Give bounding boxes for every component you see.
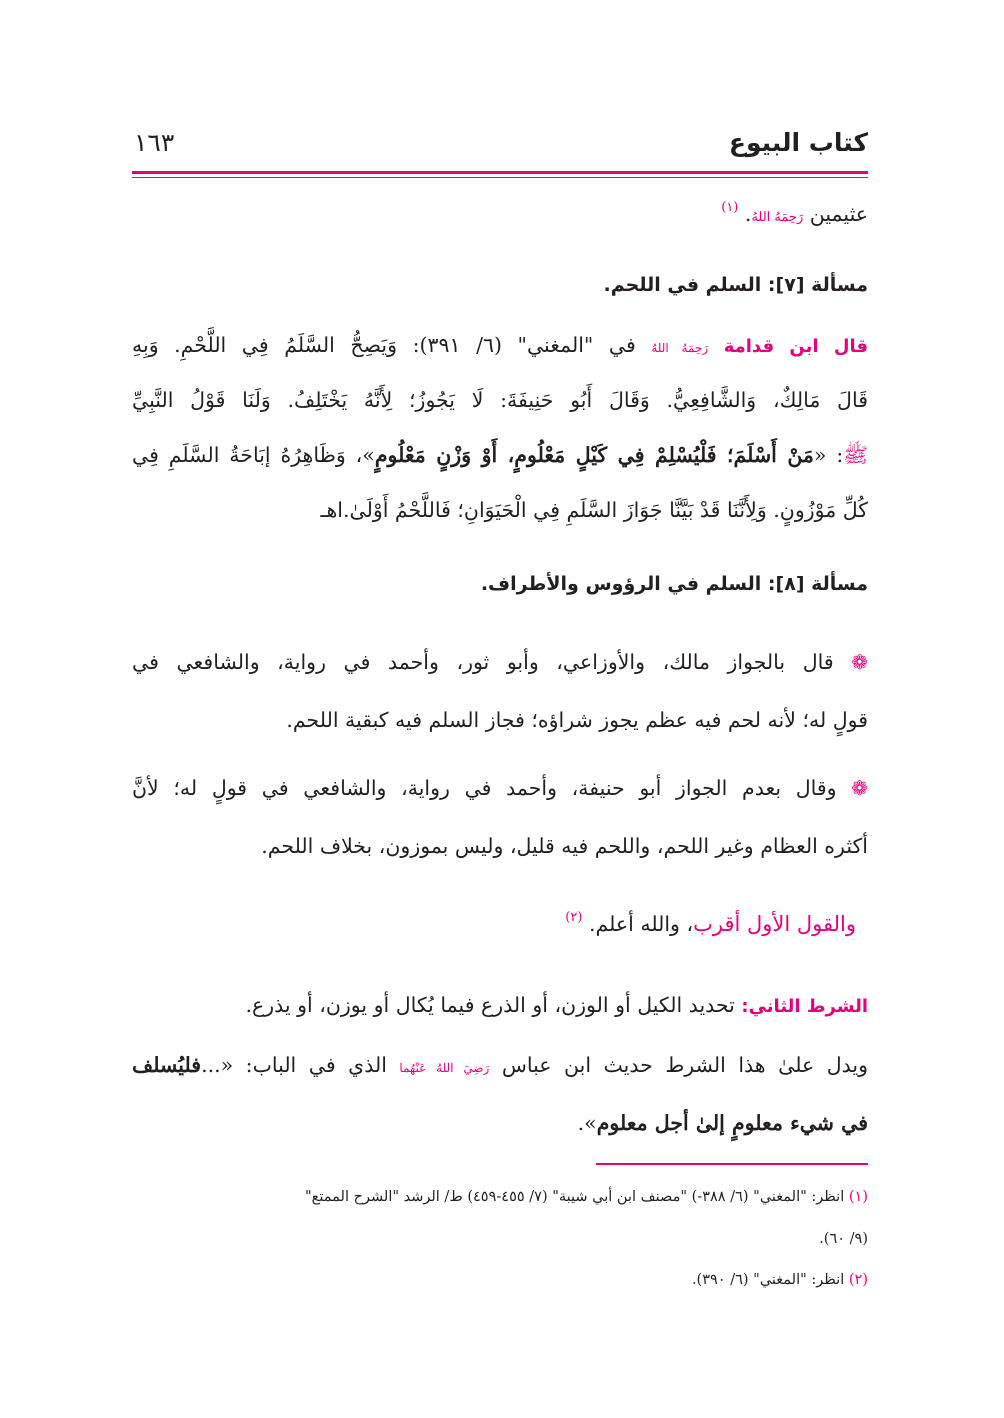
conclusion-rest: ، والله أعلم. <box>588 912 694 936</box>
intro-line <box>132 200 868 226</box>
footnote-ref-1: (١) <box>721 200 739 215</box>
condition-2-text-2a: ويدل علىٰ هذا الشرط حديث ابن عباس <box>501 1053 868 1077</box>
quote-7-line-1-text: في "المغني" (٦/ ٣٩١): وَيَصِحُّ السَّلَمُ فِي اللَّحْمِ. وَبِهِ <box>132 333 636 357</box>
quote-7-line-2: قَالَ مَالِكٌ، وَالشَّافِعِيُّ. وَقَالَ أَبُو حَنِيفَةَ: لَا يَجُوزُ؛ لِأَنَّهُ يَخْتَلِفُ. وَلَنَا قَوْلُ النَّبِيِّ <box>132 388 868 412</box>
quote-7-line-3-a: : « <box>813 443 844 467</box>
quote-7-line-3 <box>132 443 868 473</box>
footnote-2-number: (٢) <box>848 1272 868 1288</box>
issue-8-heading <box>132 573 868 595</box>
bullet-2-text-1: وقال بعدم الجواز أبو حنيفة، وأحمد في رواية، والشافعي في قولٍ له؛ لأنَّ <box>132 776 837 800</box>
bullet-1-line-1 <box>132 650 868 674</box>
flower-bullet-icon: ❁ <box>851 650 868 674</box>
condition-2-text-1: تحديد الكيل أو الوزن، أو الذرع فيما يُكال أو يوزن، أو يذرع. <box>245 993 735 1017</box>
footnote-2 <box>132 1272 868 1288</box>
quote-7-speaker: قال ابن قدامة <box>723 336 868 357</box>
footnote-2-text: انظر: "المغني" (٦/ ٣٩٠). <box>691 1272 845 1288</box>
bullet-2-line-2: أكثره العظام وغير اللحم، واللحم فيه قليل، وليس بموزون، بخلاف اللحم. <box>261 834 868 858</box>
footnote-1 <box>132 1189 868 1205</box>
quote-7-line-3-b: »، وَظَاهِرُهُ إبَاحَةُ السَّلَمِ فِي <box>132 443 375 467</box>
issue-8-label: مسألة [٨]: <box>767 573 868 595</box>
condition-2-bold-3: في شيء معلومٍ إلىٰ أجل معلوم <box>596 1111 868 1135</box>
issue-8-title: السلم في الرؤوس والأطراف. <box>480 573 762 595</box>
header-rule-thin <box>132 177 868 178</box>
quote-7-speaker-honorific: رَحِمَهُ اللهُ <box>651 341 709 355</box>
bullet-1-text-1: قال بالجواز مالك، والأوزاعي، وأبو ثور، وأحمد في رواية، والشافعي في <box>132 650 834 674</box>
quote-7-line-1 <box>132 333 868 357</box>
condition-2-line-1 <box>132 993 868 1017</box>
condition-2-honorific: رَضِيَ اللهُ عَنْهُما <box>399 1061 490 1075</box>
issue-7-label: مسألة [٧]: <box>767 274 868 296</box>
footnote-1-number: (١) <box>848 1189 868 1205</box>
footnote-separator <box>596 1163 868 1165</box>
page-number: ١٦٣ <box>134 128 175 157</box>
intro-text: عثيمين <box>809 202 868 226</box>
bullet-2-line-1 <box>132 776 868 800</box>
condition-2-bold-2: فليُسلف <box>132 1053 202 1077</box>
flower-bullet-icon: ❁ <box>851 776 868 800</box>
condition-2-end: ». <box>577 1111 597 1135</box>
condition-2-line-2 <box>132 1053 868 1077</box>
bullet-1-line-2: قولٍ له؛ لأنه لحم فيه عظم يجوز شراؤه؛ فجاز السلم فيه كبقية اللحم. <box>286 708 868 732</box>
footnote-1-continued: (٩/ ٦٠). <box>819 1231 868 1247</box>
quote-7-hadith: مَنْ أَسْلَمَ؛ فَلْيُسْلِمْ فِي كَيْلٍ مَعْلُومٍ، أَوْ وَزْنٍ مَعْلُومٍ <box>374 443 814 467</box>
footnote-1-text: انظر: "المغني" (٦/ ٣٨٨-) "مصنف ابن أبي شيبة" (٧/ ٤٥٥-٤٥٩) ط/ الرشد "الشرح الممتع" <box>305 1189 845 1205</box>
footnote-ref-2: (٢) <box>565 910 583 925</box>
conclusion-highlight: والقول الأول أقرب <box>693 912 856 936</box>
intro-tail: . <box>744 202 752 226</box>
header-rule-thick <box>132 171 868 174</box>
intro-honorific: رَحِمَهُ اللهُ <box>751 210 804 225</box>
quote-7-line-4: كُلِّ مَوْزُونٍ. وَلِأَنَّنَا قَدْ بَيَّنَّا جَوَازَ السَّلَمِ فِي الْحَيَوَانِ؛ فَاللَّحْمُ أَوْلَىٰ.اهـ <box>320 498 868 522</box>
condition-2-text-2b: الذي في الباب: «... <box>201 1053 387 1077</box>
salutation-glyph: ﷺ <box>843 443 869 467</box>
issue-7-title: السلم في اللحم. <box>603 274 762 296</box>
condition-2-line-3 <box>132 1111 868 1135</box>
conclusion-line <box>132 910 856 936</box>
running-header-title: كتاب البيوع <box>728 128 868 157</box>
condition-2-label: الشرط الثاني: <box>741 996 868 1017</box>
issue-7-heading <box>132 274 868 296</box>
